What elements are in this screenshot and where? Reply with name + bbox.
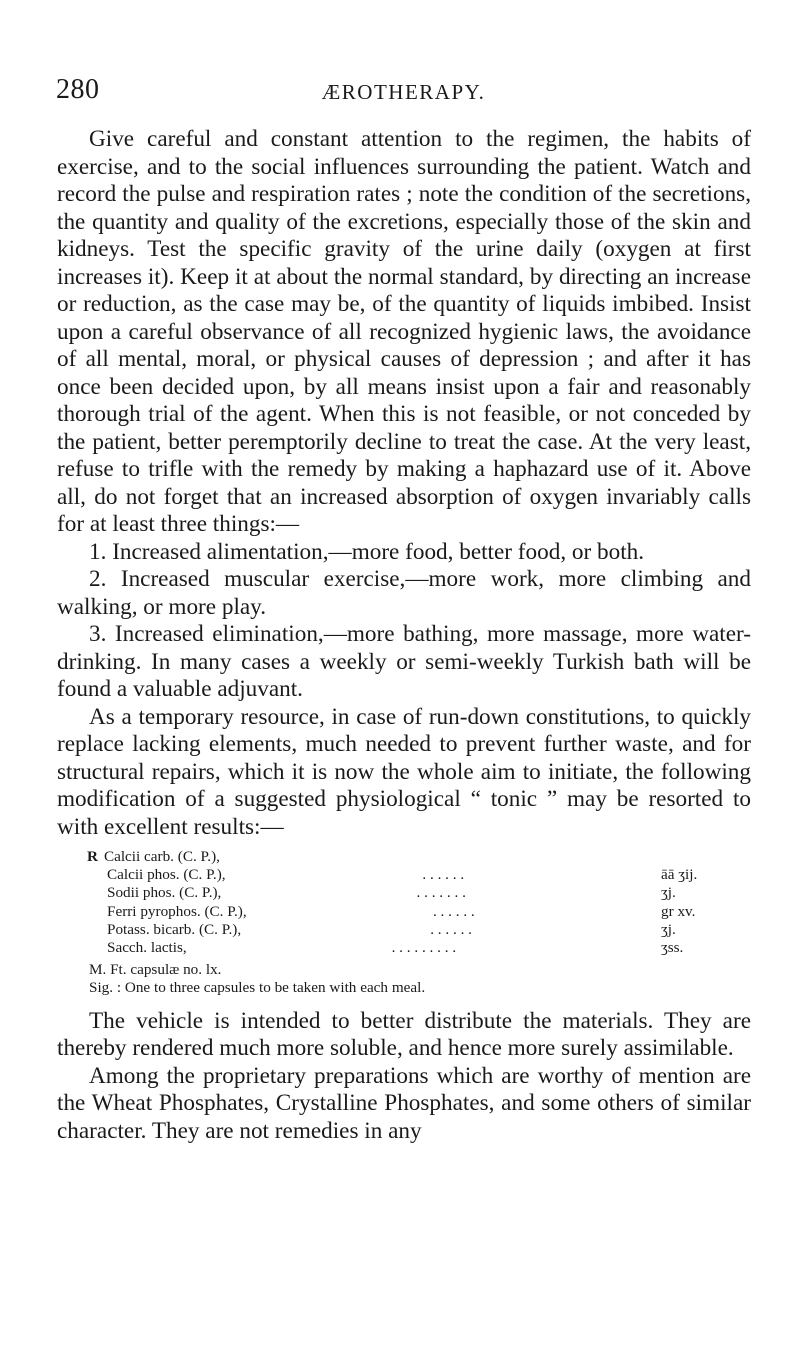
ingredient: Calcii carb. (C. P.), [103, 848, 220, 865]
prescription-line [87, 866, 751, 884]
list-item-exercise: 2. Increased muscular exercise,—more work, more climbing and walking, or more play. [57, 566, 751, 620]
list-item-alimentation: 1. Increased alimentation,—more food, better food, or both. [89, 538, 645, 565]
running-title: ÆROTHERAPY. [321, 80, 486, 104]
prescription-line [87, 903, 751, 921]
prescription-line [87, 884, 751, 902]
leader-dots: . . . . . . [430, 920, 472, 938]
dose: gr xv. [661, 902, 696, 920]
paragraph-regimen: Give careful and constant attention to the regimen, the habits of exercise, and to the social influences surrounding the patient. Watch and record the pulse and respiration rates ; note the condition of the secretions, the quantity and quality of the excretions, especially those of the skin and kidneys. Test the specific gravity of the urine daily (oxygen at first increases it). Keep it at about the normal standard, by directing an increase or reduction, as the case may be, of the quantity of liquids imbibed. Insist upon a careful observance of all recognized hygienic laws, the avoidance of all mental, moral, or physical causes of depression ; and after it has once been decided upon, by all means insist upon a fair and reasonably thorough trial of the agent. When this is not feasible, or not conceded by the patient, better peremptorily decline to treat the case. At the very least, refuse to trifle with the remedy by making a haphazard use of it. Above all, do not forget that an increased absorption of oxygen invariably calls for at least three things:— [57, 126, 751, 537]
page-number: 280 [56, 74, 100, 105]
leader-dots: . . . . . . . [416, 884, 466, 902]
page-body [57, 126, 751, 1145]
paragraph-proprietary: Among the proprietary preparations which are worthy of mention are the Wheat Phosphates, Crystalline Phosphates, and some others of similar character. They are not remedies in any [57, 1062, 751, 1144]
ingredient: Sacch. lactis, [107, 939, 187, 957]
leader-dots: . . . . . . . . . [391, 939, 457, 957]
paragraph-tonic: As a temporary resource, in case of run-down constitutions, to quickly replace lacking elements, much needed to prevent further waste, and for structural repairs, which it is now the whole aim to initiate, the following modification of a suggested physiological “ tonic ” may be resorted to with excellent results:— [57, 703, 751, 840]
page-header [56, 74, 751, 108]
ingredient: Ferri pyrophos. (C. P.), [107, 902, 247, 920]
prescription-instructions: M. Ft. capsulæ no. lx. [89, 961, 222, 979]
paragraph-vehicle: The vehicle is intended to better distribute the materials. They are thereby rendered much more soluble, and hence more surely assimilable. [57, 1007, 751, 1062]
list-item-elimination: 3. Increased elimination,—more bathing, more massage, more water-drinking. In many cases a weekly or semi-weekly Turkish bath will be found a valuable adjuvant. [57, 621, 751, 702]
ingredient: Potass. bicarb. (C. P.), [107, 920, 242, 938]
ingredient: Sodii phos. (C. P.), [107, 884, 222, 902]
prescription [87, 848, 751, 998]
leader-dots: . . . . . . [432, 902, 475, 920]
leader-dots: . . . . . . [422, 866, 465, 884]
prescription-line [87, 848, 751, 866]
recipe-symbol: R [87, 848, 98, 865]
dose: ʒj. [660, 920, 676, 938]
dose: ʒss. [660, 939, 684, 957]
dose: āā ʒij. [660, 866, 698, 884]
dose: ʒj. [661, 884, 676, 902]
ingredient: Calcii phos. (C. P.), [107, 866, 226, 884]
prescription-signature: Sig. : One to three capsules to be taken with each meal. [89, 979, 426, 997]
prescription-line [87, 921, 751, 939]
prescription-line [87, 939, 751, 957]
